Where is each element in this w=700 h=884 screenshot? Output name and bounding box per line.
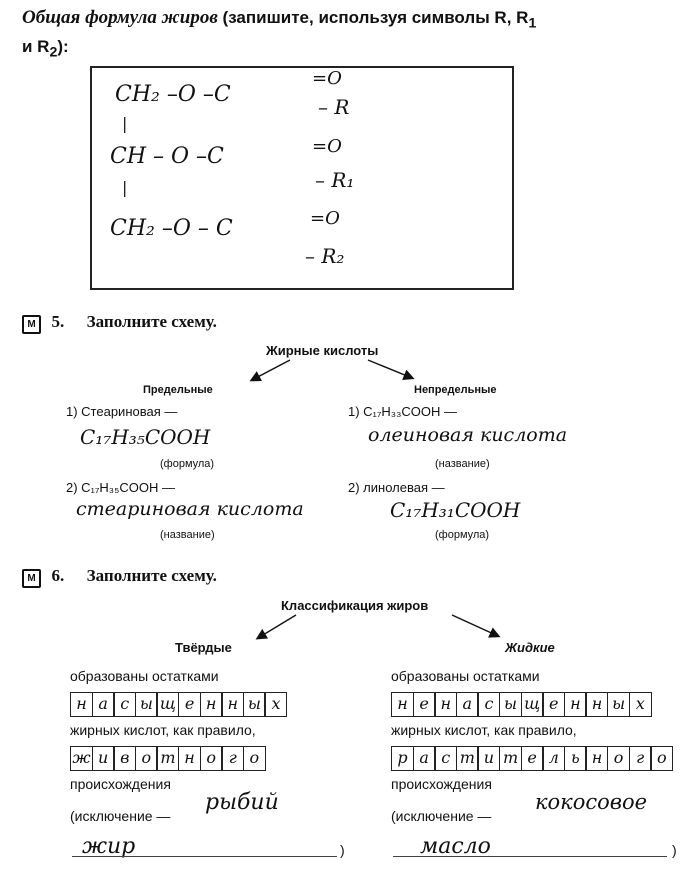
letter-cell: т: [499, 746, 522, 771]
formula-row2: CH – O –C: [110, 144, 224, 169]
task6-left-exception: (исключение —: [70, 808, 171, 824]
letter-cell: т: [156, 746, 179, 771]
task6-right-exception: (исключение —: [391, 808, 492, 824]
task6-right-arrow: [452, 615, 498, 636]
task6-right-word2: [391, 746, 672, 771]
task6-mark-icon: М: [22, 569, 41, 588]
task5-number: 5.: [51, 312, 65, 331]
letter-cell: л: [542, 746, 565, 771]
task5-r1-answer: олеиновая кислота: [368, 424, 568, 446]
formula-row3-r: – R₂: [305, 244, 345, 268]
task5-right-head: Непредельные: [414, 384, 497, 396]
letter-cell: г: [221, 746, 244, 771]
task6-left-exc1: рыбий: [205, 790, 279, 815]
letter-cell: щ: [156, 692, 179, 717]
task5-l1-label: 1) Стеариновая —: [66, 404, 178, 419]
letter-cell: н: [564, 692, 587, 717]
task5-l1-answer: C₁₇H₃₅COOH: [80, 425, 211, 449]
task5-r1-label: 1) C₁₇H₃₃COOH —: [348, 404, 458, 419]
task6-number: 6.: [51, 566, 65, 585]
task6-right-exc2: масло: [420, 834, 491, 859]
task5-l2-label: 2) C₁₇H₃₅COOH —: [66, 480, 175, 495]
task5-left-arrow: [252, 360, 290, 380]
letter-cell: н: [221, 692, 244, 717]
letter-cell: с: [434, 746, 457, 771]
task6-right-formed: образованы остатками: [391, 668, 540, 684]
task5-r2-label: 2) линолевая —: [348, 480, 445, 495]
letter-cell: х: [629, 692, 652, 717]
task5-r2-caption: (формула): [435, 529, 490, 541]
task5-l2-answer: стеариновая кислота: [76, 498, 304, 520]
letter-cell: р: [391, 746, 414, 771]
formula-row1-r: – R: [318, 95, 350, 119]
task5-r2-answer: C₁₇H₃₁COOH: [390, 498, 521, 522]
task6-right-exc1: кокосовое: [535, 790, 648, 814]
letter-cell: н: [585, 692, 608, 717]
letter-cell: ы: [607, 692, 630, 717]
header-line2b: ):: [57, 37, 69, 57]
letter-cell: н: [200, 692, 223, 717]
letter-cell: н: [434, 692, 457, 717]
letter-cell: о: [607, 746, 630, 771]
formula-row1-o: =O: [312, 68, 342, 89]
header-italic: Общая формула жиров: [22, 7, 218, 28]
letter-cell: н: [70, 692, 93, 717]
letter-cell: н: [391, 692, 414, 717]
letter-cell: г: [629, 746, 652, 771]
task6-root: Классификация жиров: [281, 598, 429, 613]
letter-cell: а: [92, 692, 115, 717]
task6-right-head: Жидкие: [505, 640, 555, 655]
letter-cell: т: [456, 746, 479, 771]
task6-left-close: ): [340, 842, 345, 858]
letter-cell: ы: [243, 692, 266, 717]
task6-left-word1: [70, 692, 286, 717]
letter-cell: о: [243, 746, 266, 771]
letter-cell: е: [542, 692, 565, 717]
header-sub2: 2: [49, 44, 58, 61]
task6-right-word1: [391, 692, 650, 717]
task6-right-close: ): [672, 842, 677, 858]
task6-left-arrow: [258, 615, 296, 638]
letter-cell: и: [477, 746, 500, 771]
letter-cell: е: [521, 746, 544, 771]
header-rest: (запишите, используя символы R, R: [217, 8, 529, 27]
task6-left-head: Твёрдые: [175, 640, 232, 655]
letter-cell: и: [92, 746, 115, 771]
letter-cell: а: [413, 746, 436, 771]
header-sub1: 1: [528, 15, 537, 32]
letter-cell: х: [264, 692, 287, 717]
task6-right-acids: жирных кислот, как правило,: [391, 722, 577, 738]
task5-root: Жирные кислоты: [266, 343, 379, 358]
task6-right-line: [393, 856, 667, 857]
header-line2a: и R: [22, 37, 50, 57]
task6-left-formed: образованы остатками: [70, 668, 219, 684]
formula-bond1: |: [122, 114, 128, 133]
task5-l2-caption: (название): [160, 529, 215, 541]
letter-cell: в: [113, 746, 136, 771]
formula-bond2: |: [122, 178, 128, 197]
letter-cell: с: [477, 692, 500, 717]
formula-row3: CH₂ –O – C: [110, 216, 233, 241]
task6-left-exc2: жир: [82, 834, 136, 859]
task5-title: Заполните схему.: [86, 312, 217, 331]
task5-r1-caption: (название): [435, 458, 490, 470]
task5-right-arrow: [368, 360, 412, 378]
letter-cell: е: [178, 692, 201, 717]
letter-cell: н: [178, 746, 201, 771]
formula-row1: CH₂ –O –C: [115, 82, 231, 107]
letter-cell: о: [650, 746, 673, 771]
letter-cell: е: [413, 692, 436, 717]
formula-row2-r: – R₁: [315, 168, 355, 192]
letter-cell: ь: [564, 746, 587, 771]
formula-row2-o: =O: [312, 136, 342, 157]
letter-cell: н: [585, 746, 608, 771]
task6-left-word2: [70, 746, 264, 771]
letter-cell: о: [135, 746, 158, 771]
letter-cell: а: [456, 692, 479, 717]
letter-cell: с: [113, 692, 136, 717]
task5-mark-icon: М: [22, 315, 41, 334]
task6-left-line: [72, 856, 337, 857]
task6-right-origin: происхождения: [391, 776, 492, 792]
task5-l1-caption: (формула): [160, 458, 215, 470]
letter-cell: щ: [521, 692, 544, 717]
formula-row3-o: =O: [310, 208, 340, 229]
task6-left-origin: происхождения: [70, 776, 171, 792]
task6-heading: [22, 566, 217, 588]
letter-cell: ы: [499, 692, 522, 717]
task5-left-head: Предельные: [143, 384, 213, 396]
task6-title: Заполните схему.: [86, 566, 217, 585]
letter-cell: ж: [70, 746, 93, 771]
letter-cell: о: [200, 746, 223, 771]
task6-left-acids: жирных кислот, как правило,: [70, 722, 256, 738]
letter-cell: ы: [135, 692, 158, 717]
